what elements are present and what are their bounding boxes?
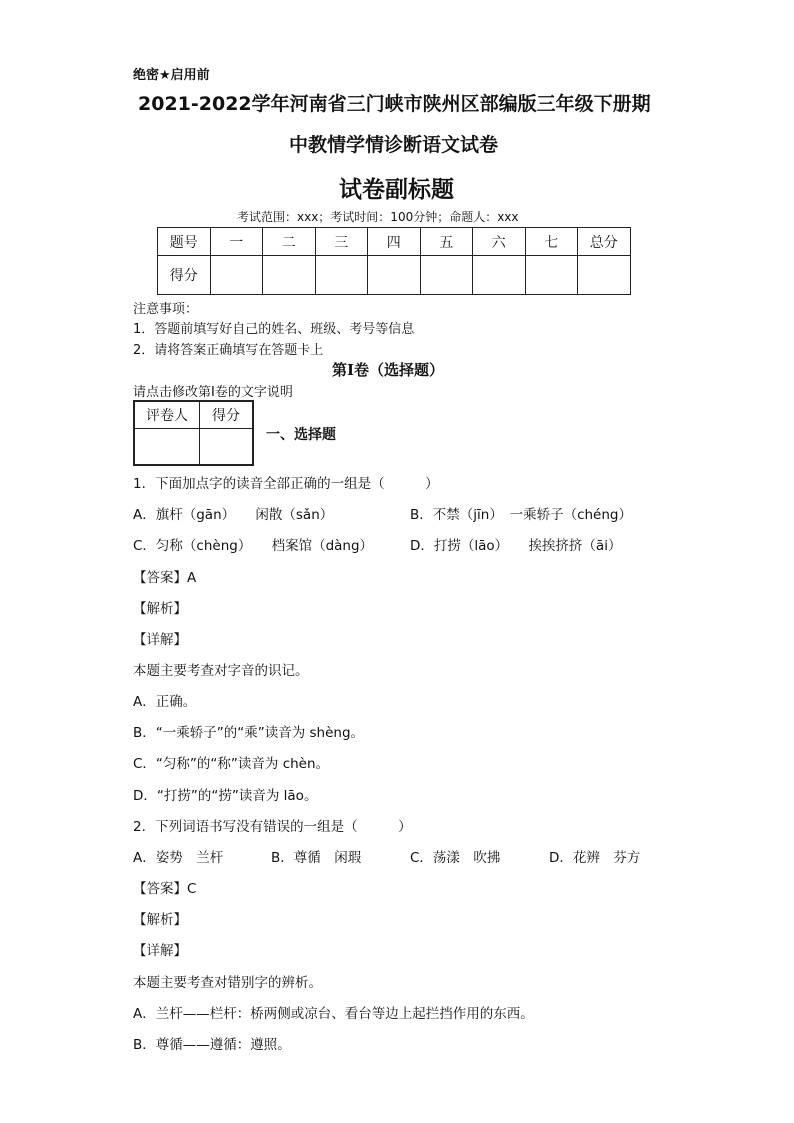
title-line-1: 2021-2022学年河南省三门峡市陕州区部编版三年级下册期 xyxy=(138,93,651,115)
score-table-cell: 七 xyxy=(525,228,578,256)
q2-explanation: B．尊循——遵循：遵照。 xyxy=(133,1037,291,1053)
score-table-cell: 一 xyxy=(210,228,263,256)
grader-score-label: 得分 xyxy=(200,401,254,429)
score-table-cell: 五 xyxy=(420,228,473,256)
grader-table-input-row xyxy=(134,429,253,466)
grader-input-cell[interactable] xyxy=(134,429,200,466)
q2-analysis-label: 【解析】 xyxy=(133,912,187,928)
grader-table xyxy=(133,400,254,466)
score-input-cell[interactable] xyxy=(210,256,263,295)
score-table xyxy=(157,227,631,295)
notice-item-1: 1．答题前填写好自己的姓名、班级、考号等信息 xyxy=(133,322,415,337)
q1-explanation: D．“打捞”的“捞”读音为 lāo。 xyxy=(133,788,318,804)
section-instruction: 请点击修改第I卷的文字说明 xyxy=(133,385,293,400)
score-table-header-row xyxy=(158,228,631,256)
q1-explanation: 本题主要考查对字音的识记。 xyxy=(133,663,309,679)
score-table-cell: 四 xyxy=(368,228,421,256)
q1-detail-label: 【详解】 xyxy=(133,632,187,648)
notice-heading: 注意事项： xyxy=(133,302,199,317)
secret-mark: 绝密★启用前 xyxy=(133,68,210,83)
q2-option-b[interactable]: B．尊循 闲瑕 xyxy=(271,850,362,866)
q2-stem: 2．下列词语书写没有错误的一组是（ ） xyxy=(133,819,412,835)
score-table-cell: 总分 xyxy=(578,228,631,256)
score-table-score-row xyxy=(158,256,631,295)
q2-option-c[interactable]: C．荡漾 吹拂 xyxy=(410,850,501,866)
notice-item-2: 2．请将答案正确填写在答题卡上 xyxy=(133,343,324,358)
grader-label: 评卷人 xyxy=(134,401,200,429)
score-row-label: 得分 xyxy=(158,256,211,295)
score-table-cell: 二 xyxy=(263,228,316,256)
q1-option-a[interactable]: A．旗杆（gān） 闲散（sǎn） xyxy=(133,507,334,523)
score-table-cell: 三 xyxy=(315,228,368,256)
score-table-cell: 六 xyxy=(473,228,526,256)
score-input-cell[interactable] xyxy=(473,256,526,295)
grader-table-header-row xyxy=(134,401,253,429)
q1-explanation: B．“一乘轿子”的“乘”读音为 shèng。 xyxy=(133,725,365,741)
exam-subtitle: 试卷副标题 xyxy=(339,177,454,203)
score-table-cell: 题号 xyxy=(158,228,211,256)
q2-explanation: 本题主要考查对错别字的辨析。 xyxy=(133,975,322,991)
exam-info: 考试范围：xxx；考试时间：100分钟；命题人：xxx xyxy=(237,210,519,224)
q1-explanation: A．正确。 xyxy=(133,694,197,710)
q1-option-c[interactable]: C．匀称（chèng） 档案馆（dàng） xyxy=(133,538,374,554)
part-title: 一、选择题 xyxy=(266,427,336,443)
grader-score-input-cell[interactable] xyxy=(200,429,254,466)
q1-option-b[interactable]: B．不禁（jīn） 一乘轿子（chéng） xyxy=(410,507,632,523)
q1-explanation: C．“匀称”的“称”读音为 chèn。 xyxy=(133,756,330,772)
q1-analysis-label: 【解析】 xyxy=(133,601,187,617)
title-line-2: 中教情学情诊断语文试卷 xyxy=(289,134,499,156)
q2-answer: 【答案】C xyxy=(133,881,197,897)
score-input-cell[interactable] xyxy=(525,256,578,295)
q2-option-a[interactable]: A．姿势 兰杆 xyxy=(133,850,224,866)
score-input-cell[interactable] xyxy=(368,256,421,295)
q1-answer: 【答案】A xyxy=(133,570,197,586)
q2-detail-label: 【详解】 xyxy=(133,943,187,959)
score-input-cell[interactable] xyxy=(578,256,631,295)
score-input-cell[interactable] xyxy=(420,256,473,295)
q2-option-d[interactable]: D．花辨 芬方 xyxy=(549,850,641,866)
q1-option-d[interactable]: D．打捞（lāo） 挨挨挤挤（āi） xyxy=(410,538,622,554)
score-input-cell[interactable] xyxy=(263,256,316,295)
q2-explanation: A．兰杆——栏杆：桥两侧或凉台、看台等边上起拦挡作用的东西。 xyxy=(133,1006,534,1022)
score-input-cell[interactable] xyxy=(315,256,368,295)
section-title: 第I卷（选择题） xyxy=(332,361,445,379)
q1-stem: 1．下面加点字的读音全部正确的一组是（ ） xyxy=(133,476,439,492)
